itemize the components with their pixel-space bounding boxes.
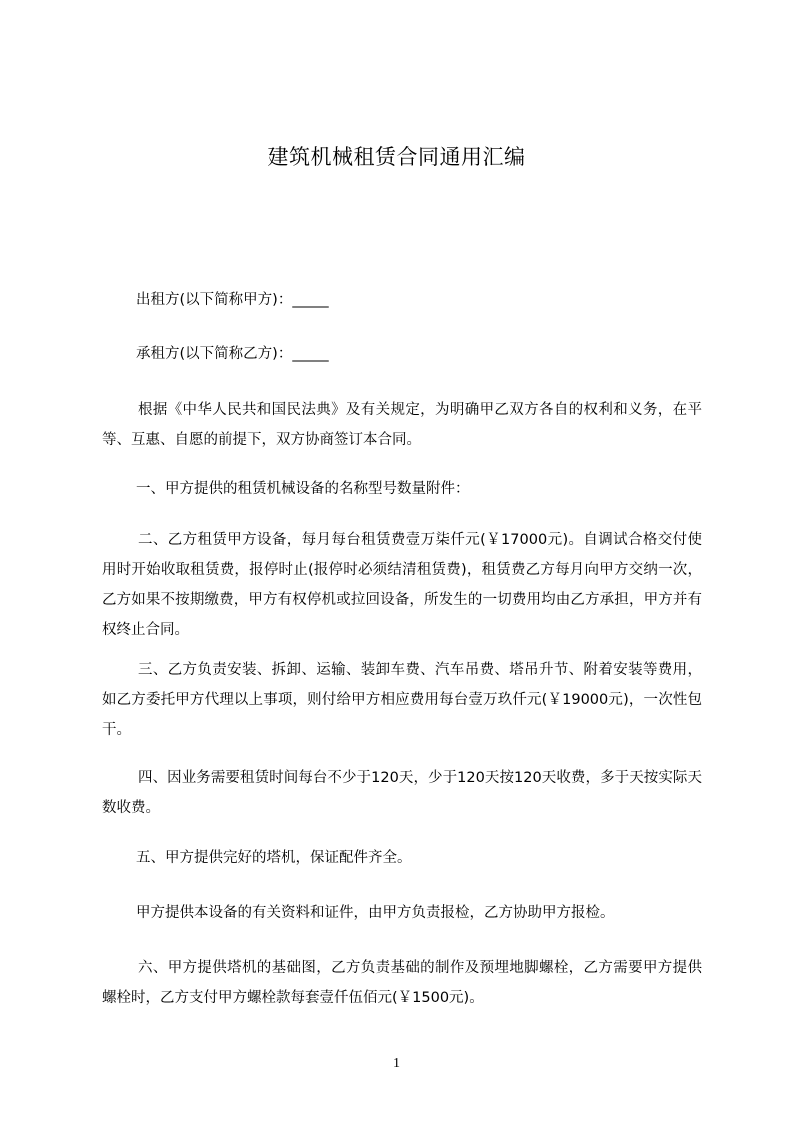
clause-6-paragraph: 六、甲方提供塔机的基础图，乙方负责基础的制作及预埋地脚螺栓，乙方需要甲方提供螺栓时，乙方支付甲方螺栓款每套壹仟伍佰元(￥1500元)。 — [102, 960, 702, 1006]
lessee-line: 承租方(以下简称乙方)：_____ — [136, 346, 329, 362]
clause-2-paragraph: 二、乙方租赁甲方设备，每月每台租赁费壹万柒仟元(￥17000元)。自调试合格交付使用时开始收取租赁费，报停时止(报停时必须结清租赁费)，租赁费乙方每月向甲方交纳一次，乙方如果不按期缴费，甲方有权停机或拉回设备，所发生的一切费用均由乙方承担，甲方并有权终止合同。 — [102, 532, 702, 638]
document-title: 建筑机械租赁合同通用汇编 — [267, 145, 526, 169]
clause-5-paragraph: 五、甲方提供完好的塔机，保证配件齐全。 — [136, 850, 412, 866]
page-number: 1 — [393, 1056, 400, 1071]
clause-5-followup-paragraph: 甲方提供本设备的有关资料和证件，由甲方负责报检，乙方协助甲方报检。 — [136, 905, 615, 921]
clause-3-paragraph: 三、乙方负责安装、拆卸、运输、装卸车费、汽车吊费、塔吊升节、附着安装等费用，如乙方委托甲方代理以上事项，则付给甲方相应费用每台壹万玖仟元(￥19000元)，一次性包干。 — [102, 662, 702, 738]
preamble-paragraph: 根据《中华人民共和国民法典》及有关规定，为明确甲乙双方各自的权利和义务，在平等、互惠、自愿的前提下，双方协商签订本合同。 — [102, 402, 702, 448]
lessor-line: 出租方(以下简称甲方)：_____ — [136, 292, 329, 308]
clause-1-paragraph: 一、甲方提供的租赁机械设备的名称型号数量附件： — [136, 481, 470, 497]
clause-4-paragraph: 四、因业务需要租赁时间每台不少于120天，少于120天按120天收费，多于天按实际天数收费。 — [102, 770, 702, 816]
